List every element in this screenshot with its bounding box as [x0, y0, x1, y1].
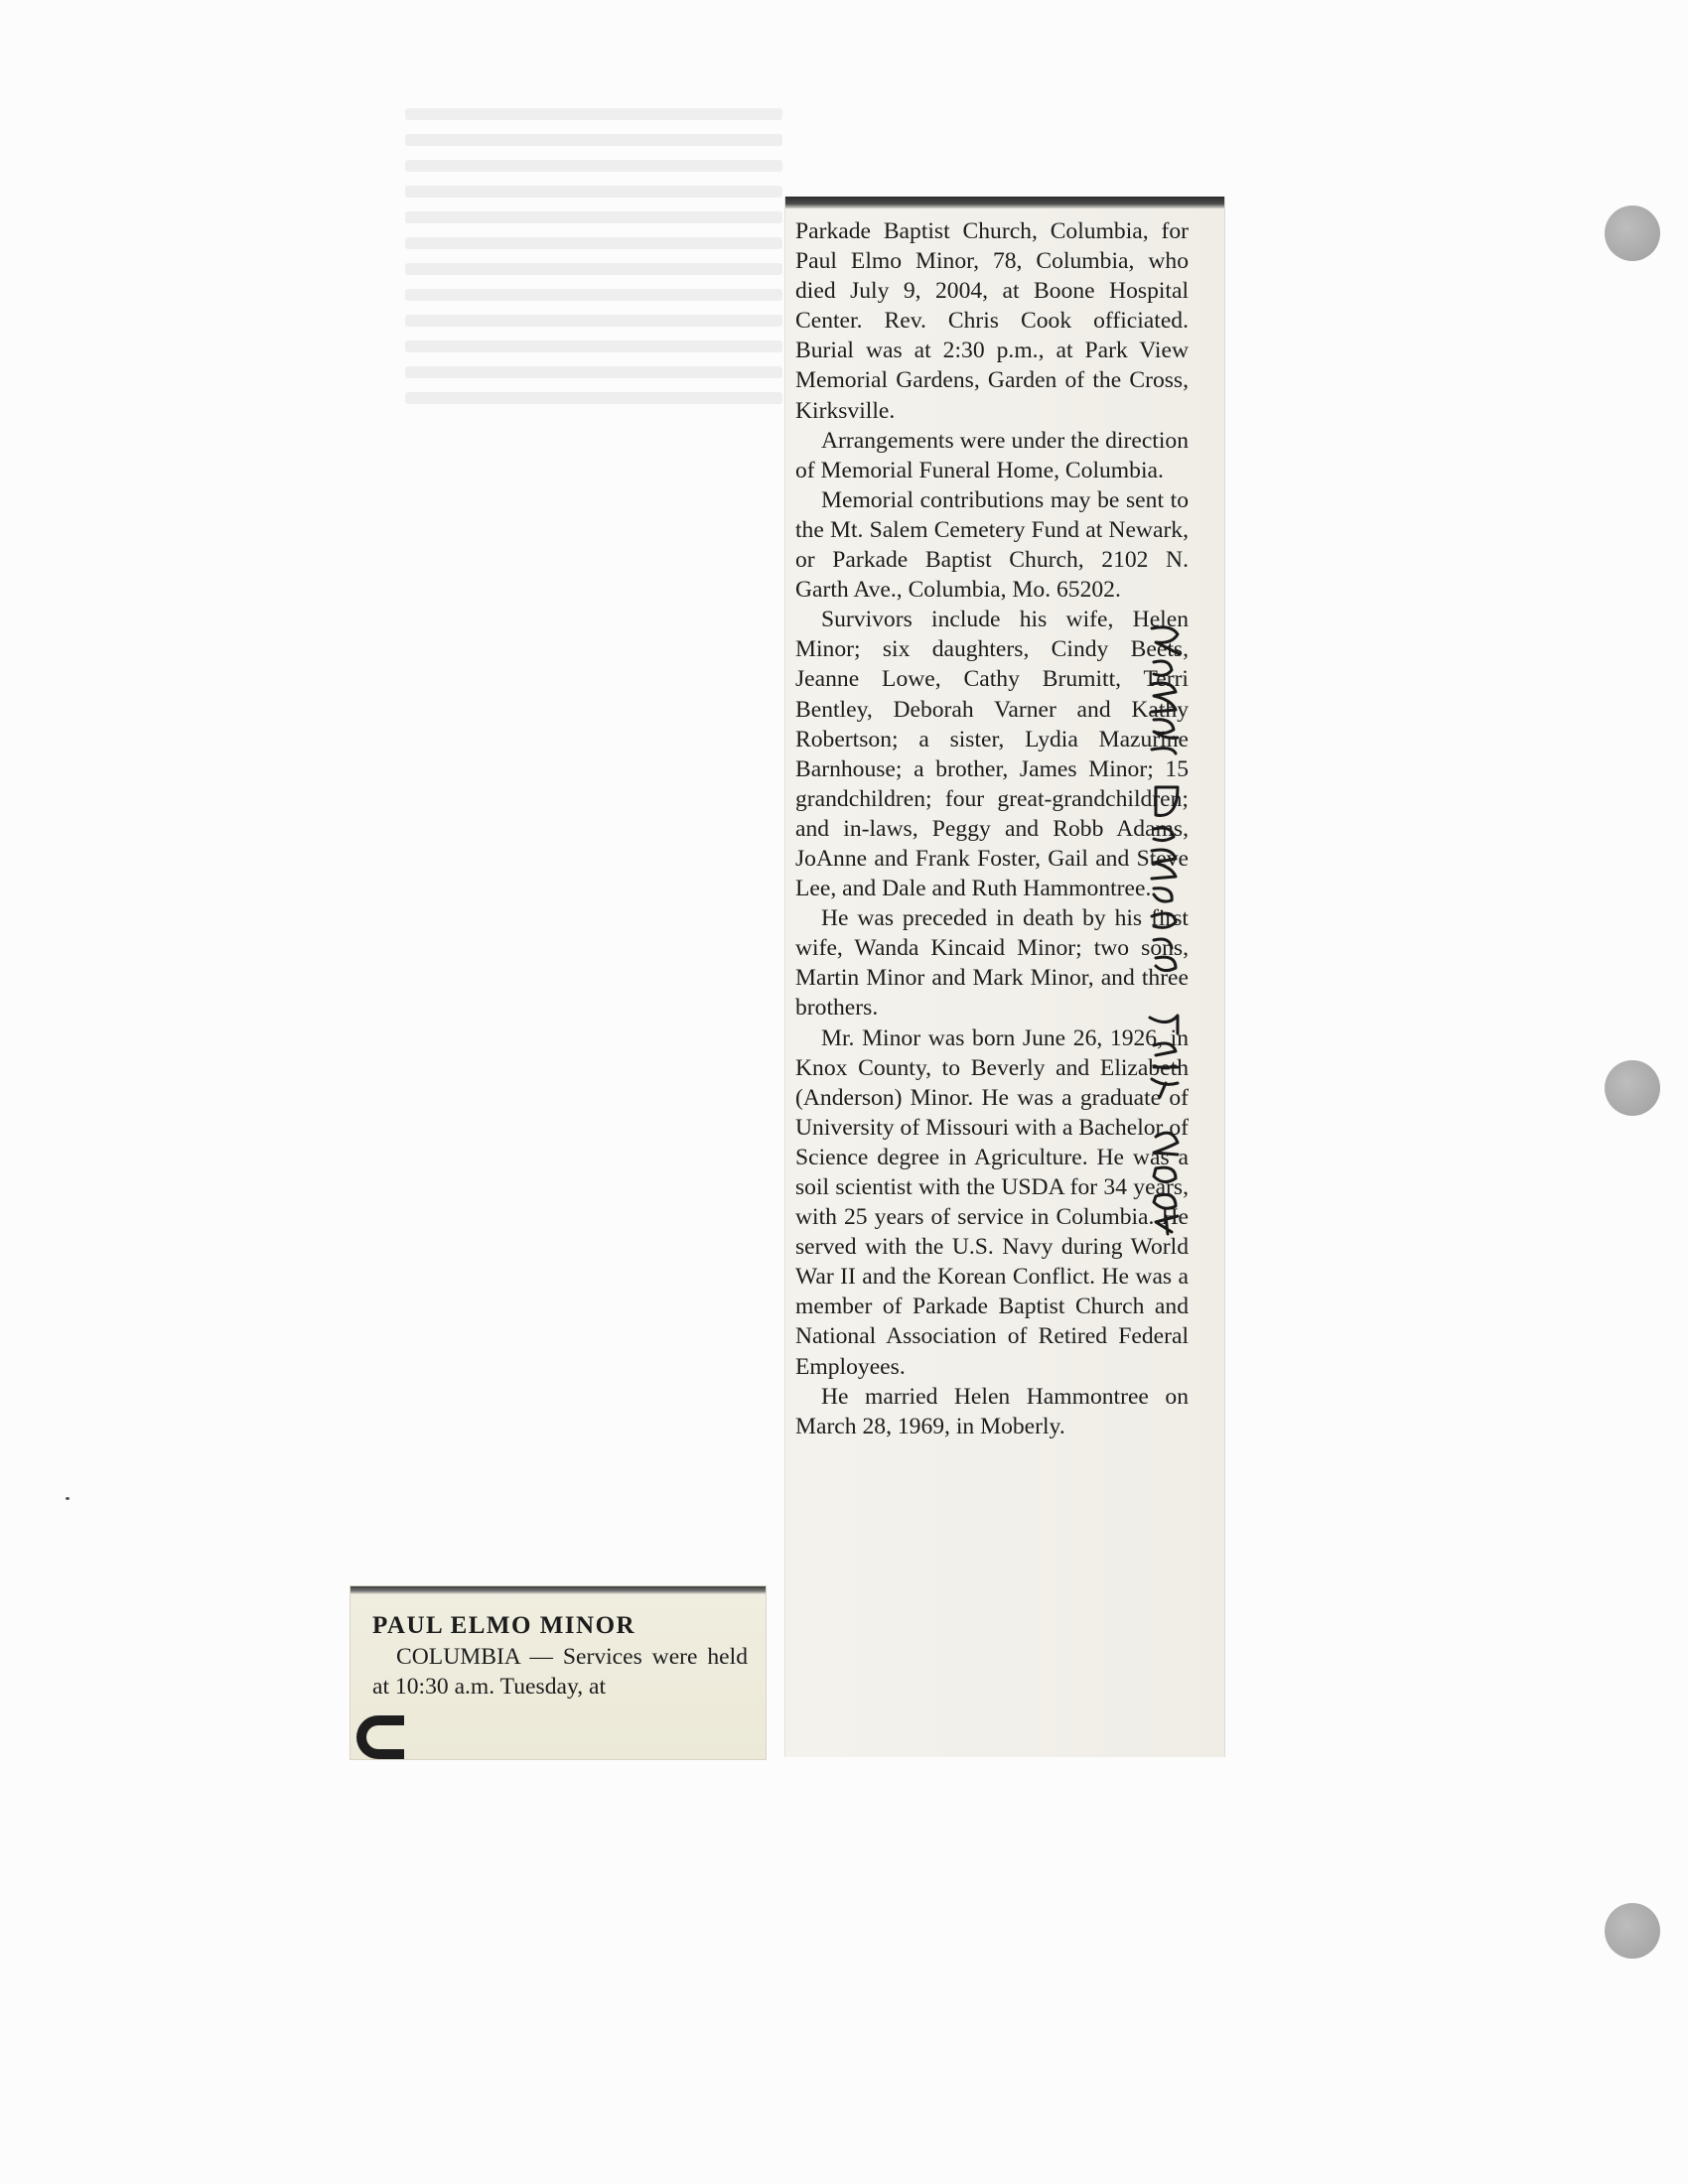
obituary-body	[795, 216, 1189, 1441]
partial-letter-fragment	[356, 1715, 404, 1759]
obituary-name: PAUL ELMO MINOR	[372, 1612, 636, 1639]
bleed-through-text	[405, 94, 782, 418]
obituary-paragraph: Mr. Minor was born June 26, 1926, in Knox County, to Beverly and Elizabeth (Anderson) Minor. He was a graduate of University of Missouri with a Bachelor of Science degree in Agriculture. He was a soil scientist with the USDA for 34 years, with 25 years of service in Columbia. He served with the U.S. Navy during World War II and the Korean Conflict. He was a member of Parkade Baptist Church and National Association of Retired Federal Employees.	[795, 1024, 1189, 1380]
obituary-paragraph: Arrangements were under the direction of Memorial Funeral Home, Columbia.	[795, 427, 1189, 483]
clipping-torn-edge	[351, 1586, 766, 1594]
obituary-heading-clipping	[350, 1585, 767, 1760]
obituary-lead-text: COLUMBIA — Services were held at 10:30 a.m. Tuesday, at	[372, 1644, 748, 1700]
obituary-paragraph: Survivors include his wife, Helen Minor; six daughters, Cindy Beets, Jeanne Lowe, Cathy Brumitt, Terri Bentley, Deborah Varner and Kathy Robertson; a sister, Lydia Mazurine Barnhouse; a brother, James Minor; 15 grandchildren; four great-grandchildren; and in-laws, Peggy and Robb Adams, JoAnne and Frank Foster, Gail and Steve Lee, and Dale and Ruth Hammontree.	[795, 607, 1189, 902]
obituary-paragraph: He was preceded in death by his first wife, Wanda Kincaid Minor; two sons, Martin Minor and Mark Minor, and three brothers.	[795, 905, 1189, 1022]
clipping-torn-edge	[785, 197, 1224, 208]
obituary-lead	[372, 1642, 748, 1702]
punch-hole-top	[1605, 205, 1660, 261]
obituary-paragraph: Memorial contributions may be sent to the Mt. Salem Cemetery Fund at Newark, or Parkade Baptist Church, 2102 N. Garth Ave., Columbia, Mo. 65202.	[795, 486, 1189, 604]
scan-speck	[66, 1497, 70, 1500]
obituary-paragraph: He married Helen Hammontree on March 28, 1969, in Moberly.	[795, 1383, 1189, 1439]
handwritten-note	[1142, 620, 1190, 1236]
punch-hole-bottom	[1605, 1903, 1660, 1959]
punch-hole-middle	[1605, 1060, 1660, 1116]
obituary-paragraph: Parkade Baptist Church, Columbia, for Paul Elmo Minor, 78, Columbia, who died July 9, 2004, at Boone Hospital Center. Rev. Chris Cook officiated. Burial was at 2:30 p.m., at Park View Memorial Gardens, Garden of the Cross, Kirksville.	[795, 218, 1189, 424]
handwritten-note-drawing	[1142, 620, 1190, 1236]
